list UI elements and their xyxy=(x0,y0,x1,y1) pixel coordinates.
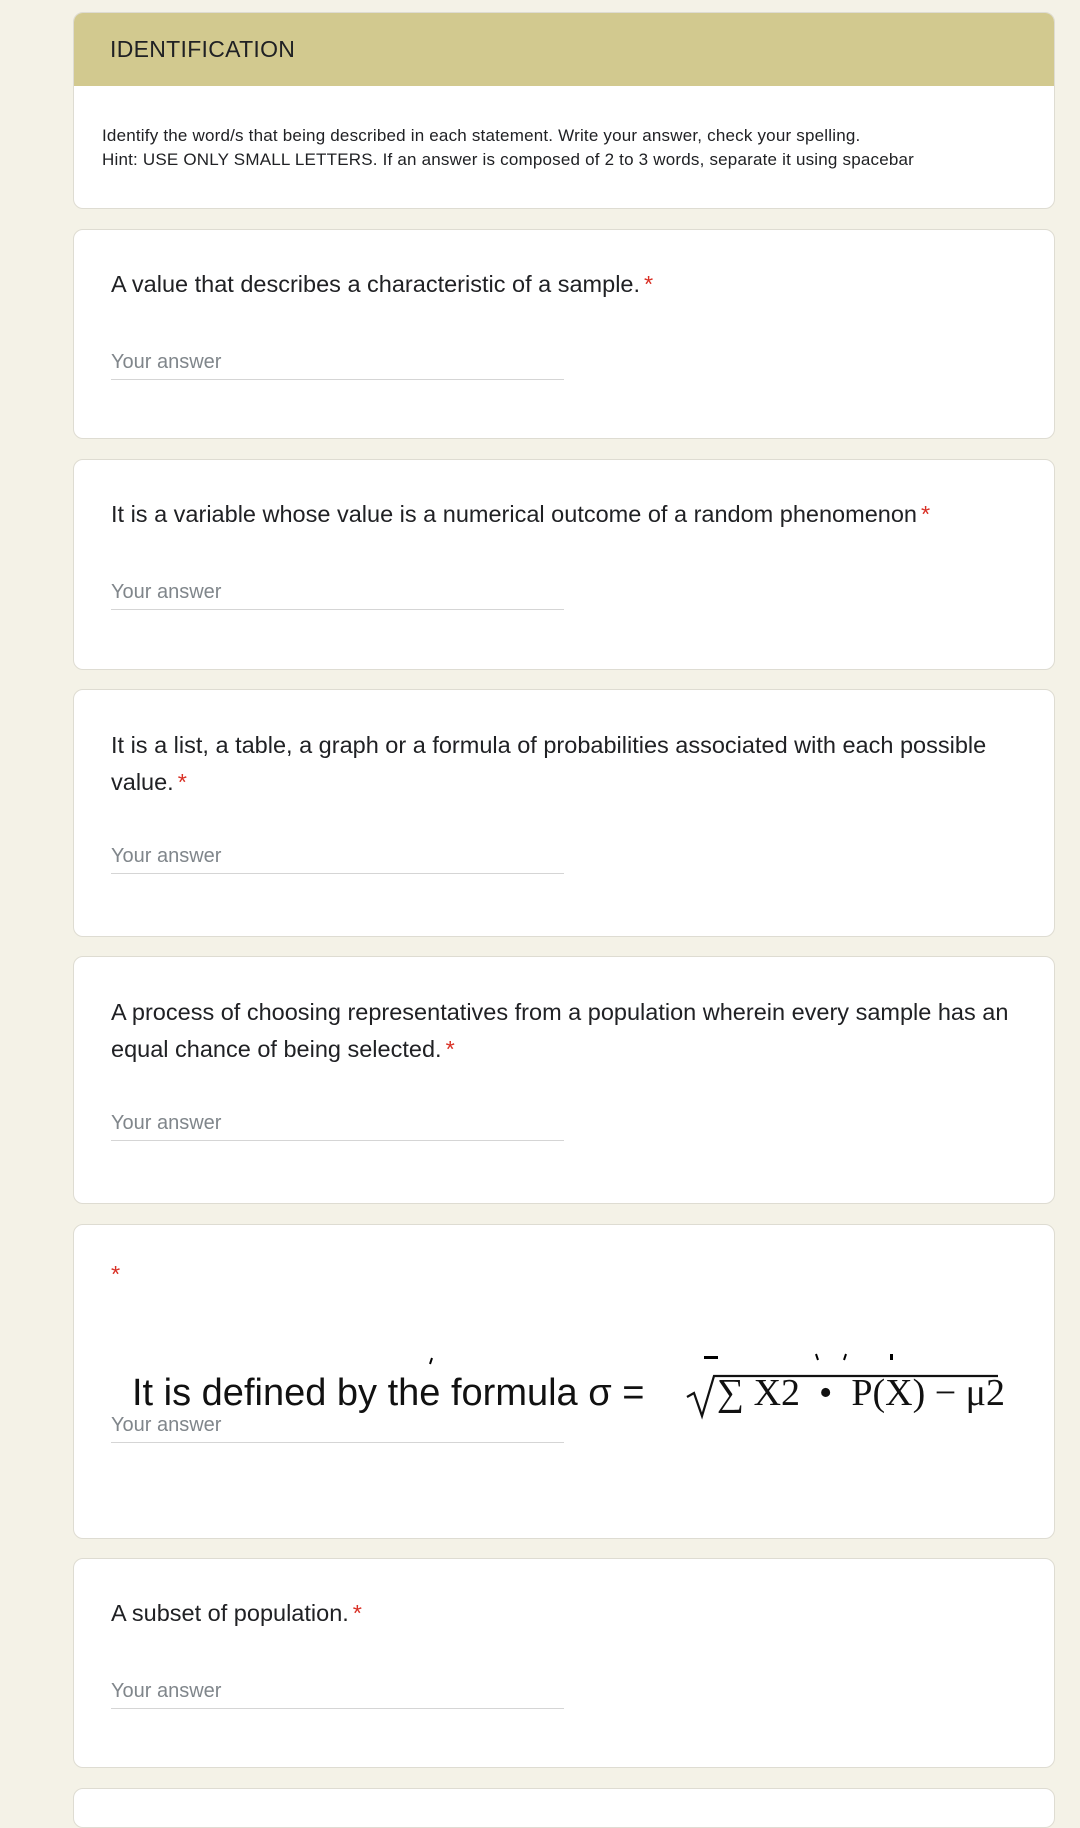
formula-lead-text: It is defined by the formula σ = xyxy=(132,1372,645,1414)
required-asterisk: * xyxy=(177,769,187,795)
formula-artifact xyxy=(816,1354,818,1360)
question-card xyxy=(73,1788,1055,1828)
answer-input[interactable] xyxy=(111,1675,564,1709)
description-line-2: Hint: USE ONLY SMALL LETTERS. If an answer is composed of 2 to 3 words, separate it using spacebar xyxy=(102,150,915,169)
answer-input[interactable] xyxy=(111,1409,564,1443)
question-card xyxy=(73,1224,1055,1539)
formula-artifact xyxy=(844,1354,846,1360)
question-title xyxy=(111,727,1014,801)
section-description xyxy=(74,86,1054,172)
question-text: A subset of population. xyxy=(111,1600,349,1626)
question-title xyxy=(111,1256,1014,1293)
answer-input[interactable] xyxy=(111,576,564,610)
required-asterisk: * xyxy=(352,1600,362,1626)
description-line-1: Identify the word/s that being described in each statement. Write your answer, check your spelling. xyxy=(102,126,861,145)
question-card xyxy=(73,689,1055,937)
section-title: IDENTIFICATION xyxy=(110,36,296,62)
formula-artifact xyxy=(890,1354,893,1360)
question-title xyxy=(111,266,1014,303)
answer-input[interactable] xyxy=(111,346,564,380)
question-card xyxy=(73,459,1055,670)
question-title xyxy=(111,994,1014,1068)
question-text: A value that describes a characteristic of a sample. xyxy=(111,271,641,297)
required-asterisk: * xyxy=(920,501,931,527)
question-card xyxy=(73,229,1055,439)
question-text: It is a list, a table, a graph or a formula of probabilities associated with each possible value. xyxy=(111,732,987,795)
question-text: A process of choosing representatives from a population wherein every sample has an equal chance of being selected. xyxy=(111,999,1009,1062)
question-text: It is a variable whose value is a numerical outcome of a random phenomenon xyxy=(111,501,917,527)
answer-input[interactable] xyxy=(111,840,564,874)
question-card xyxy=(73,956,1055,1204)
section-header xyxy=(74,13,1054,86)
required-asterisk: * xyxy=(445,1036,455,1062)
question-title xyxy=(111,496,1014,533)
question-title xyxy=(111,1595,1014,1632)
formula-artifact xyxy=(704,1356,718,1359)
section-card xyxy=(73,12,1055,209)
formula-artifact xyxy=(430,1358,432,1364)
required-asterisk: * xyxy=(111,1261,121,1287)
required-asterisk: * xyxy=(644,271,654,297)
answer-input[interactable] xyxy=(111,1107,564,1141)
question-card xyxy=(73,1558,1055,1768)
formula-radicand: ∑ X2 • P(X) − μ2 xyxy=(717,1372,1006,1414)
